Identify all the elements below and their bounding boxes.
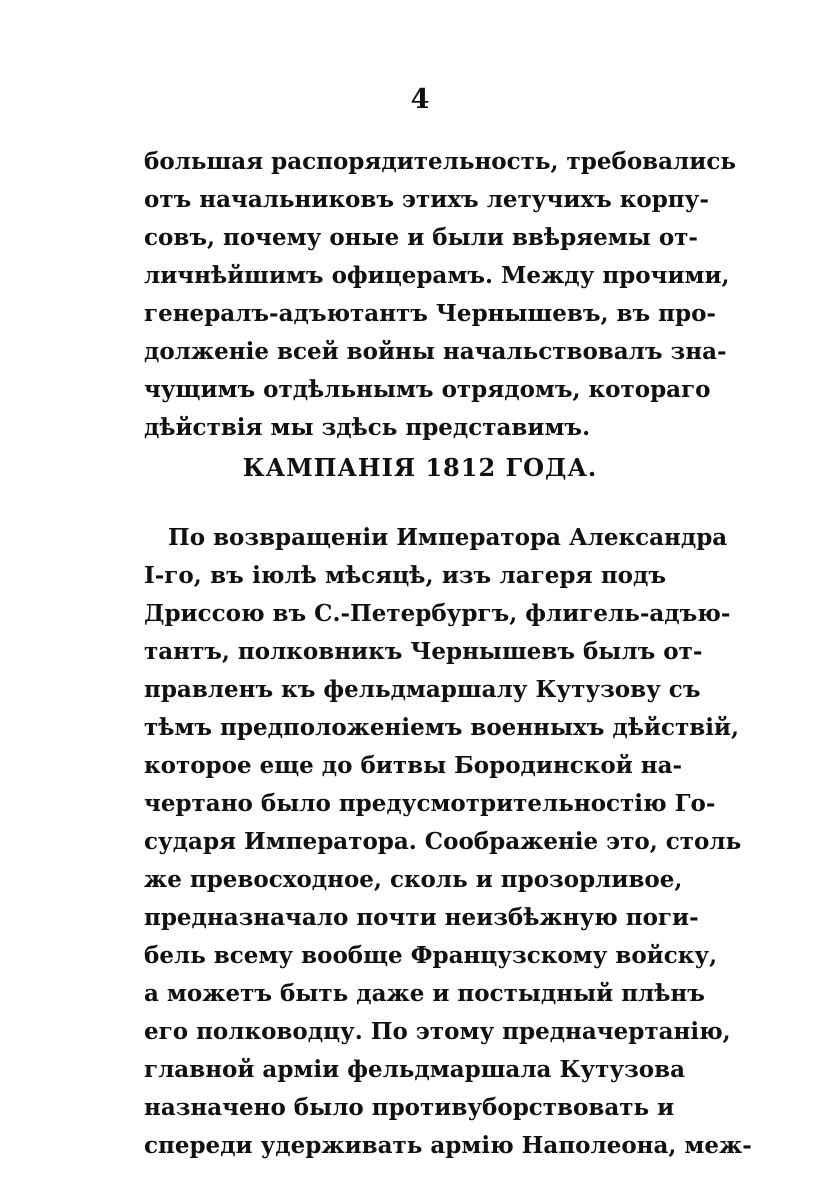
text-line: тѣмъ предположеніемъ военныхъ дѣйствій, (144, 714, 740, 741)
text-line: спереди удерживать армію Наполеона, меж- (144, 1132, 752, 1159)
text-line: предназначало почти неизбѣжную поги- (144, 904, 699, 931)
text-line: назначено было противуборствовать и (144, 1094, 675, 1121)
section-heading: КАМПАНІЯ 1812 ГОДА. (242, 453, 598, 482)
paragraph-1 (144, 143, 736, 447)
text-line: большая распорядительность, требовались (144, 148, 736, 175)
text-line: правленъ къ фельдмаршалу Кутузову съ (144, 676, 701, 703)
text-line: бель всему вообще Французскому войску, (144, 942, 718, 969)
text-line: По возвращеніи Императора Александра (168, 524, 728, 551)
text-line: генералъ-адъютантъ Чернышевъ, въ про- (144, 300, 716, 327)
text-line: тантъ, полковникъ Чернышевъ былъ от- (144, 638, 703, 665)
text-line: дѣйствія мы здѣсь представимъ. (144, 414, 591, 441)
text-line: совъ, почему оные и были ввѣряемы от- (144, 224, 698, 251)
text-line: личнѣйшимъ офицерамъ. Между прочими, (144, 262, 730, 289)
text-line: чущимъ отдѣльнымъ отрядомъ, котораго (144, 376, 711, 403)
text-line: отъ начальниковъ этихъ летучихъ корпу- (144, 186, 709, 213)
paragraph-2 (144, 519, 752, 1165)
text-line: же превосходное, сколь и прозорливое, (144, 866, 683, 893)
text-line: Дриссою въ С.-Петербургъ, флигель-адъю- (144, 600, 731, 627)
text-line: I-го, въ іюлѣ мѣсяцѣ, изъ лагеря подъ (144, 562, 666, 589)
text-line: которое еще до битвы Бородинской на- (144, 752, 683, 779)
text-line: долженіе всей войны начальствовалъ зна- (144, 338, 727, 365)
page-number: 4 (410, 84, 430, 115)
text-line: сударя Императора. Соображеніе это, столь (144, 828, 742, 855)
text-line: а можетъ быть даже и постыдный плѣнъ (144, 980, 705, 1007)
text-line: главной арміи фельдмаршала Кутузова (144, 1056, 685, 1083)
text-line: чертано было предусмотрительностію Го- (144, 790, 716, 817)
text-line: его полководцу. По этому предначертанію, (144, 1018, 731, 1045)
